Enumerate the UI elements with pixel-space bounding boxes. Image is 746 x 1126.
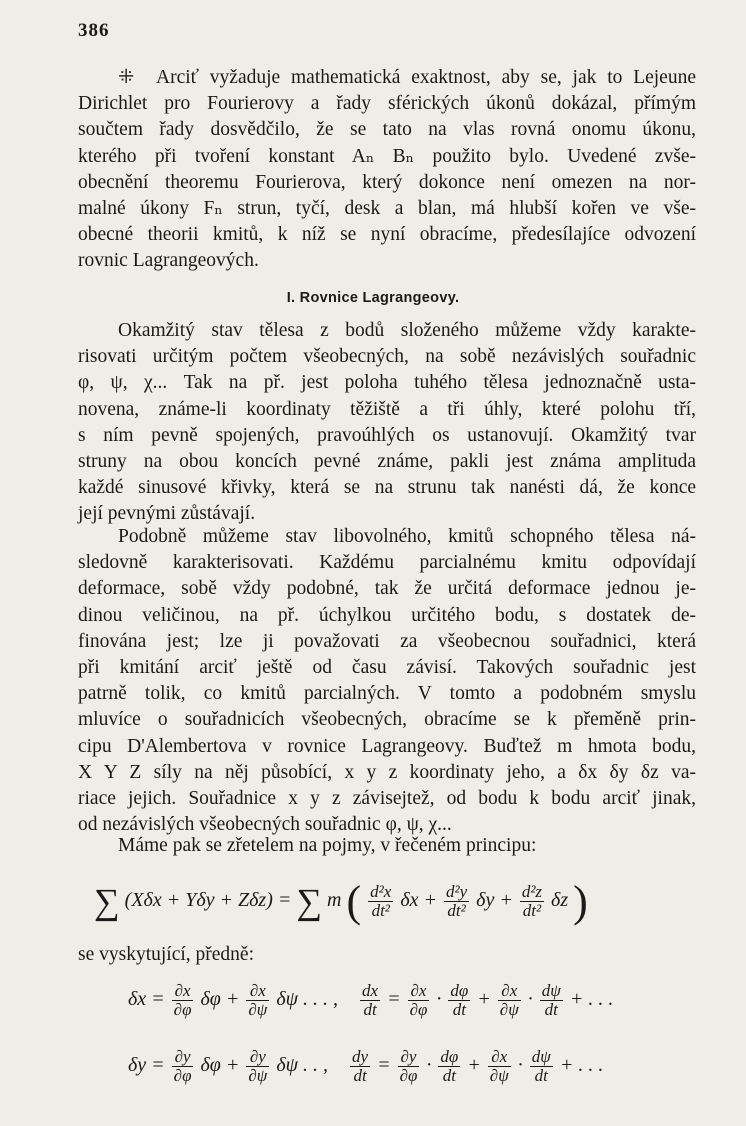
equation-lhs: (Xδx + Yδy + Zδz) = <box>124 889 292 912</box>
fraction: $\frac{dx}{dt}$ <box>362 981 379 1019</box>
sum-symbol: ∑ <box>296 881 323 922</box>
right-paren: ) <box>573 877 588 926</box>
fraction: $\frac{d\varphi}{dt}$ <box>440 1047 459 1085</box>
paragraph-line: novena, známe-li koordinaty těžiště a tři úhly, které polohu tří, <box>78 398 696 420</box>
variation-term: δx + <box>400 889 437 912</box>
equation-delta-y: δy = $\frac{\partial y}{\partial\varphi}$ δφ + $\frac{\partial y}{\partial\psi}$ δψ . . , $\frac{dy}{dt}$ = $\frac{\partial y}{\partial\varphi}$ · $\frac{d\varphi}{dt}$ + $\frac{\partial x}{\partial\psi}$ · $\frac{d\psi}{dt}$ + . . . <box>128 1047 604 1085</box>
paragraph-line: deformace, sobě vždy podobné, tak že určitá deformace jednou je- <box>78 578 696 600</box>
footnote-line: rovnic Lagrangeových. <box>78 250 259 272</box>
paragraph-line: struny na obou koncích pevné známe, pakli jest známa amplituda <box>78 450 696 472</box>
fraction: $\frac{d\varphi}{dt}$ <box>450 981 469 1019</box>
footnote-line: obecnění theoremu Fourierova, který dokonce není omezen na nor- <box>78 171 696 193</box>
paragraph-line: patrně tolik, co kmitů parcialných. V tomto a podobném smyslu <box>78 683 696 705</box>
paragraph-line: se vyskytující, předně: <box>78 944 255 965</box>
footnote-line: součtem řady dosvědčilo, že se tato na vlas rovná onomu úkonu, <box>78 119 696 141</box>
paragraph-4 <box>78 942 696 968</box>
paragraph-line: riace jejich. Souřadnice x y z závisejtež, od bodu k bodu arciť jinak, <box>78 787 696 809</box>
paragraph-line: každé sinusové křivky, která se na strunu tak nanésti dá, že konce <box>78 477 696 499</box>
paragraph-line: dinou veličinou, na př. úchylkou určitého bodu, s dostatek de- <box>78 604 696 626</box>
paragraph-line: φ, ψ, χ... Tak na př. jest poloha tuhého tělesa jednoznačně usta- <box>78 372 696 394</box>
footnote-block <box>78 65 696 275</box>
paragraph-3 <box>78 833 696 859</box>
paragraph-line: finována jest; lze ji považovati za všeobecnou souřadnici, která <box>78 630 696 652</box>
footnote-line: ⁜ Arciť vyžaduje mathematická exaktnost, aby se, jak to Lejeune <box>118 67 696 88</box>
paragraph-line: Máme pak se zřetelem na pojmy, v řečeném principu: <box>118 835 537 856</box>
fraction: $\frac{\partial x}{\partial\psi}$ <box>489 1047 509 1085</box>
fraction: $\frac{\partial x}{\partial\varphi}$ <box>409 981 428 1019</box>
paragraph-line: Okamžitý stav tělesa z bodů složeného můžeme vždy karakte- <box>118 320 696 341</box>
fraction: $\frac{\partial y}{\partial\varphi}$ <box>173 1047 192 1085</box>
paragraph-line: s ním pevně spojených, pravoúhlých os ustanovují. Okamžitý tvar <box>78 424 696 446</box>
equation-dalembert <box>0 870 746 940</box>
equation-delta-x: δx = $\frac{\partial x}{\partial\varphi}$ δφ + $\frac{\partial x}{\partial\psi}$ δψ . . . , $\frac{dx}{dt}$ = $\frac{\partial x}{\partial\varphi}$ · $\frac{d\varphi}{dt}$ + $\frac{\partial x}{\partial\psi}$ · $\frac{d\psi}{dt}$ + . . . <box>128 981 614 1019</box>
sum-symbol: ∑ <box>94 881 120 922</box>
fraction: $\frac{\partial x}{\partial\psi}$ <box>248 981 268 1019</box>
mass-symbol: m <box>327 889 342 912</box>
paragraph-line: od nezávislých všeobecných souřadnic φ, ψ, χ... <box>78 814 452 836</box>
fraction: $\frac{d\psi}{dt}$ <box>531 1047 551 1085</box>
paragraph-line: X Y Z síly na něj působící, x y z koordinaty jeho, a δx δy δz va- <box>78 761 696 783</box>
footnote-line: Dirichlet pro Fourierovy a řady sférických úkonů dokázal, přímým <box>78 93 696 115</box>
paragraph-1 <box>78 318 696 528</box>
section-heading: I. Rovnice Lagrangeovy. <box>286 290 460 306</box>
page-number: 386 <box>78 20 110 41</box>
footnote-marker: ⁜ <box>118 67 135 88</box>
footnote-line: malné úkony Fₙ strun, tyčí, desk a blan, má hlubší kořen ve vše- <box>78 197 696 219</box>
paragraph-line: sledovně karakterisovati. Každému parcialnému kmitu odpovídají <box>78 552 696 574</box>
fraction: $\frac{\partial y}{\partial\psi}$ <box>248 1047 268 1085</box>
paragraph-line: při kmitání arciť ještě od času závisí. Takových souřadnic jest <box>78 656 696 678</box>
left-paren: ( <box>346 877 362 926</box>
paragraph-2 <box>78 524 696 838</box>
paragraph-line: risovati určitým počtem všeobecných, na sobě nezávislých souřadnic <box>78 346 696 368</box>
paragraph-line: cipu D'Alembertova v rovnice Lagrangeovy. Buďtež m hmota bodu, <box>78 735 696 757</box>
variation-term: δy + <box>476 889 513 912</box>
paragraph-line: mluvíce o souřadnicích všeobecných, obracíme se k přeměně prin- <box>78 709 696 731</box>
fraction: $\frac{\text{d²x}}{\text{dt²}}$ <box>370 882 392 920</box>
fraction: $\frac{d\psi}{dt}$ <box>541 981 561 1019</box>
fraction: $\frac{dy}{dt}$ <box>352 1047 369 1085</box>
fraction: $\frac{\partial x}{\partial\psi}$ <box>499 981 519 1019</box>
paragraph-line: její pevnými zůstávají. <box>78 503 256 525</box>
fraction: $\frac{\partial y}{\partial\varphi}$ <box>399 1047 418 1085</box>
fraction: $\frac{\text{d²z}}{\text{dt²}}$ <box>521 882 543 920</box>
paragraph-line: Podobně můžeme stav libovolného, kmitů schopného tělesa ná- <box>118 526 696 547</box>
fraction: $\frac{\partial x}{\partial\varphi}$ <box>173 981 192 1019</box>
variation-term: δz <box>551 889 569 912</box>
fraction: $\frac{\text{d²y}}{\text{dt²}}$ <box>445 882 468 920</box>
footnote-line: obecné theorii kmitů, k níž se nyní obracíme, předesílajíce odvození <box>78 224 696 246</box>
footnote-line: kterého při tvoření konstant Aₙ Bₙ použito bylo. Uvedené zvše- <box>78 145 696 167</box>
